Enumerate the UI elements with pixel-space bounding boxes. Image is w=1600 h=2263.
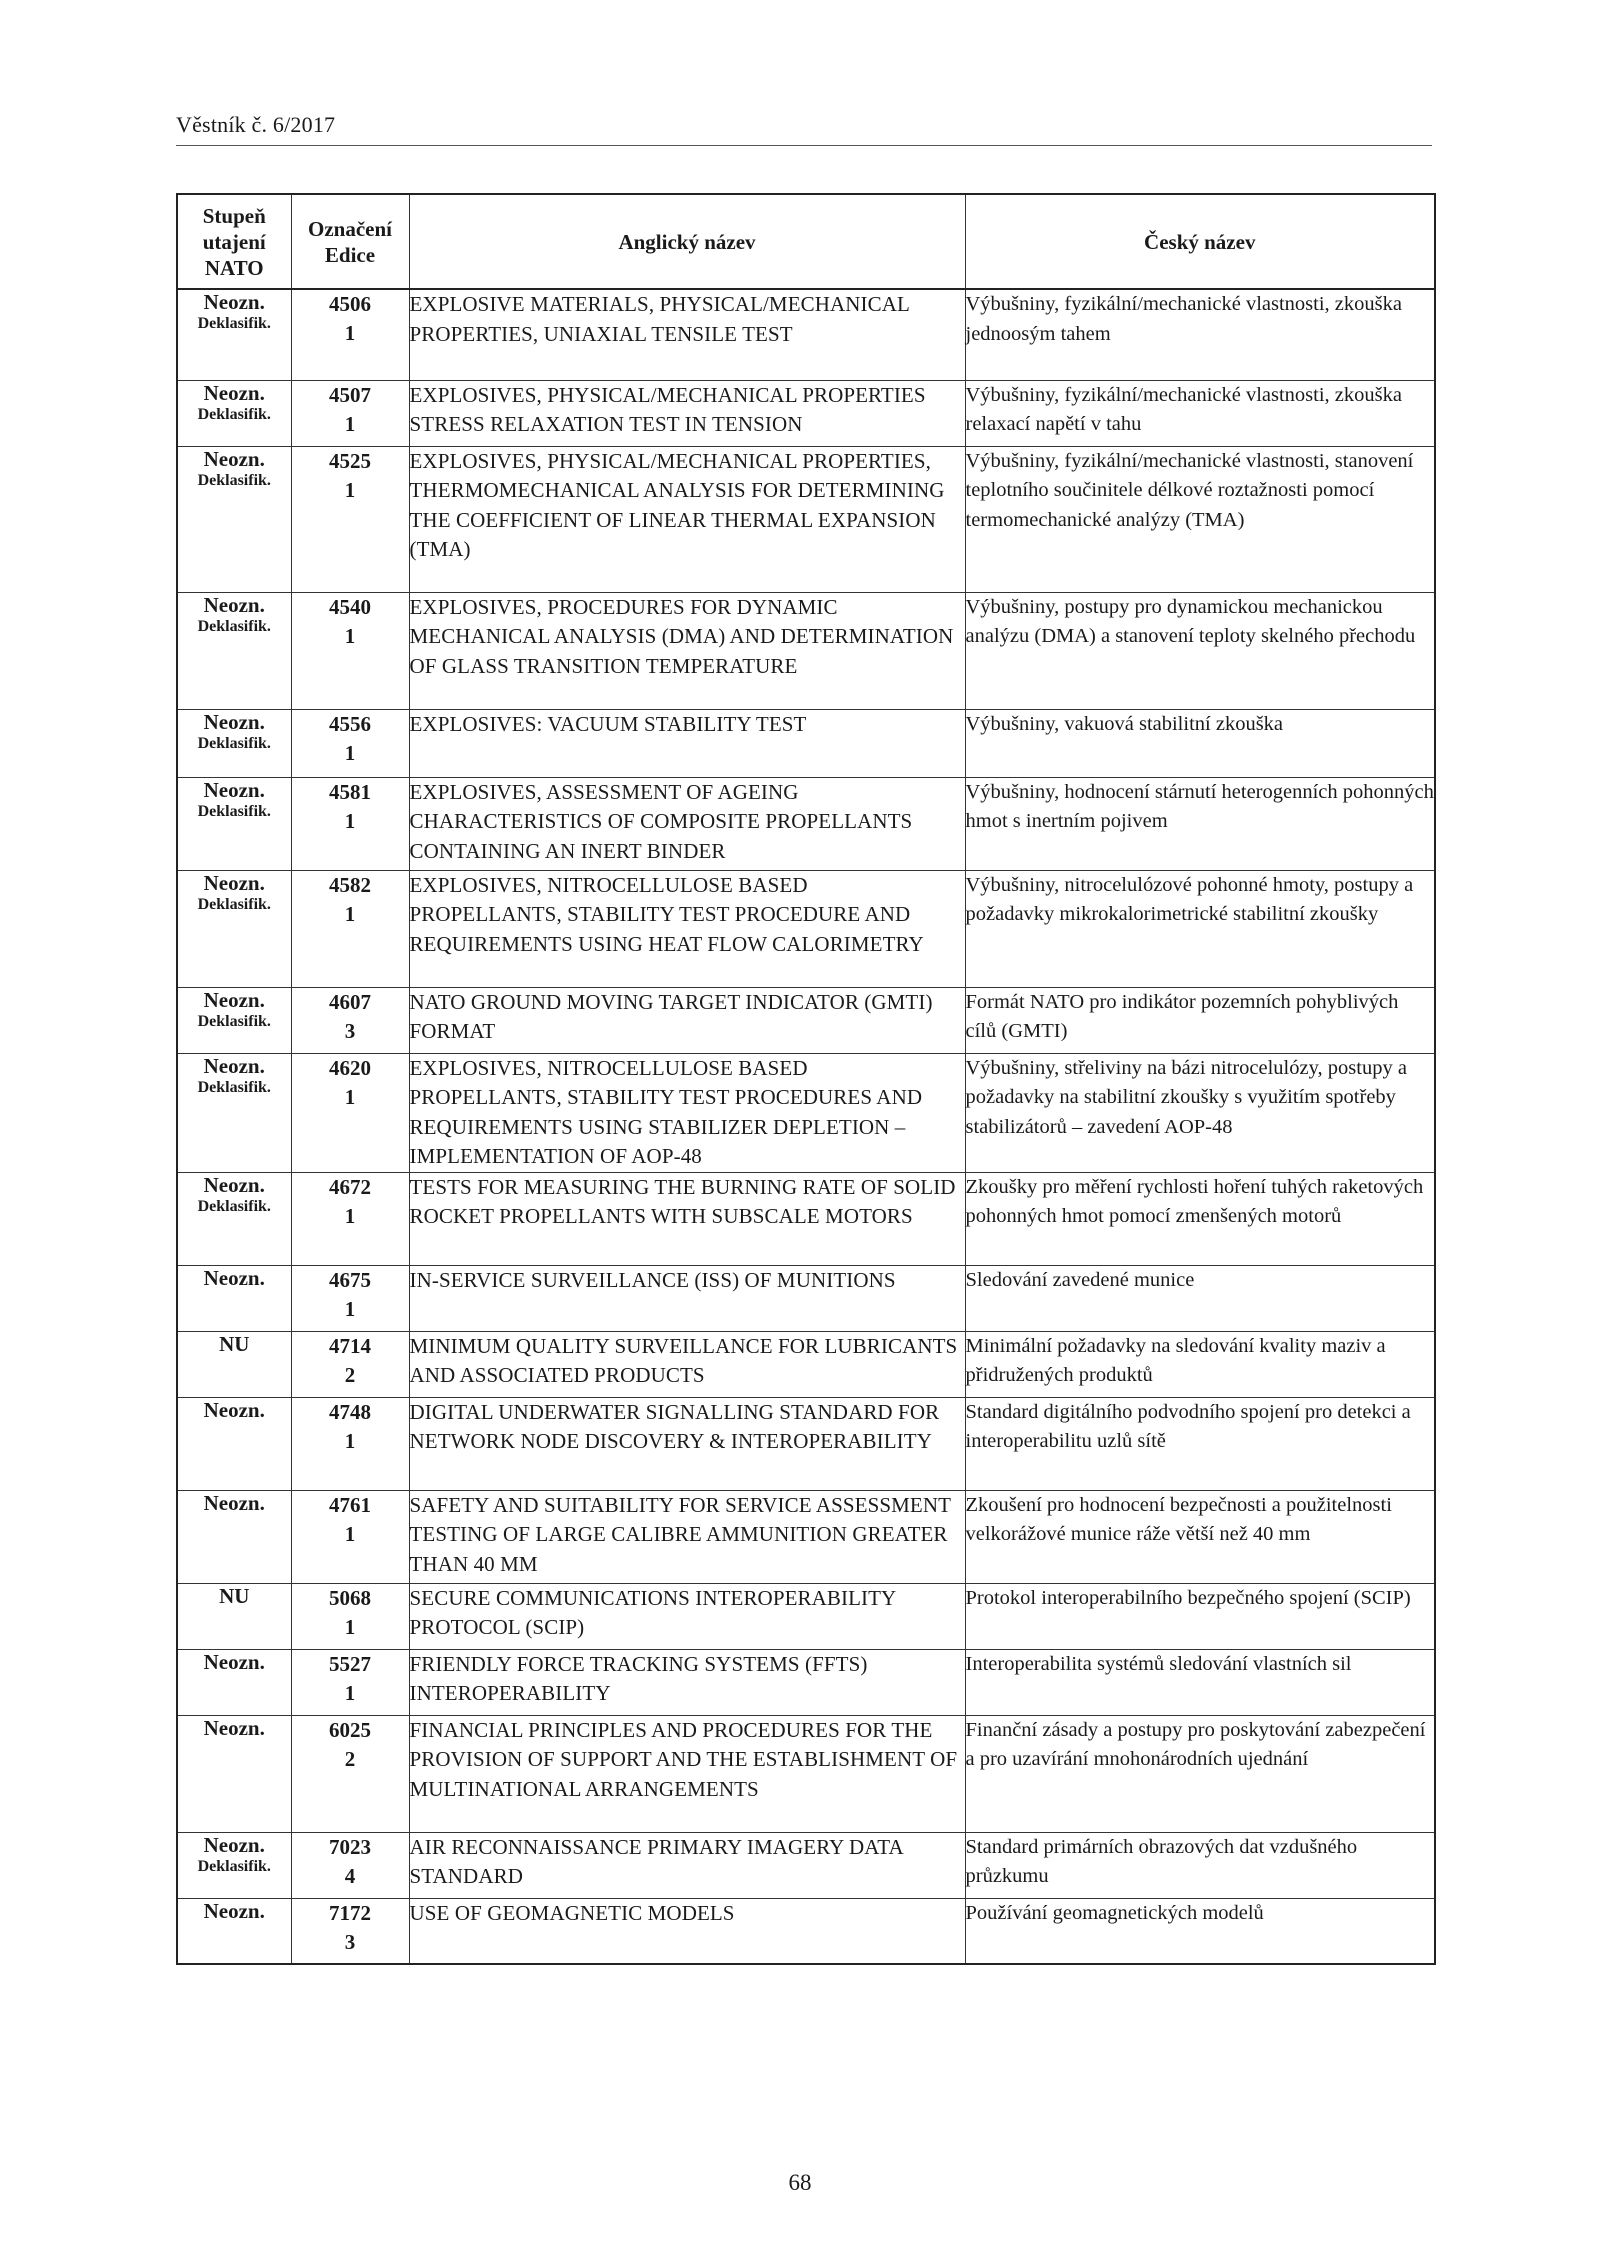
classification-label: Neozn. xyxy=(203,592,265,617)
table-row xyxy=(177,987,1435,1053)
declassified-label: Deklasifik. xyxy=(197,1197,271,1215)
declassified-label: Deklasifik. xyxy=(197,802,271,820)
classification-label: Neozn. xyxy=(203,380,265,405)
designation-cell xyxy=(291,1649,409,1715)
edition-number: 1 xyxy=(344,411,356,436)
table-row xyxy=(177,1331,1435,1397)
table-header-row xyxy=(177,194,1435,289)
declassified-label: Deklasifik. xyxy=(197,405,271,423)
table-row xyxy=(177,446,1435,592)
classification-label: Neozn. xyxy=(203,1265,265,1290)
table-row xyxy=(177,1490,1435,1583)
stanag-number: 4525 xyxy=(329,448,371,473)
designation-cell xyxy=(291,709,409,777)
declassified-label: Deklasifik. xyxy=(197,471,271,489)
stanag-number: 4506 xyxy=(329,292,371,316)
stanag-number: 4582 xyxy=(329,872,371,897)
classification-cell xyxy=(177,1898,291,1964)
table-row xyxy=(177,1832,1435,1898)
edition-number: 1 xyxy=(344,808,356,833)
czech-title-cell: Standard primárních obrazových dat vzdušného průzkumu xyxy=(965,1832,1435,1898)
edition-number: 1 xyxy=(344,1084,356,1109)
classification-label: Neozn. xyxy=(203,1490,265,1515)
english-title-cell: EXPLOSIVES, NITROCELLULOSE BASED PROPELLANTS, STABILITY TEST PROCEDURE AND REQUIREMENTS USING HEAT FLOW CALORIMETRY xyxy=(409,870,965,987)
edition-number: 1 xyxy=(344,1680,356,1705)
classification-cell xyxy=(177,1397,291,1490)
english-title-cell: EXPLOSIVES, PHYSICAL/MECHANICAL PROPERTIES STRESS RELAXATION TEST IN TENSION xyxy=(409,380,965,446)
stanag-number: 5527 xyxy=(329,1651,371,1676)
classification-cell xyxy=(177,592,291,709)
stanag-number: 5068 xyxy=(329,1585,371,1610)
table-row xyxy=(177,777,1435,870)
classification-cell xyxy=(177,1265,291,1331)
english-title-cell: EXPLOSIVES, PHYSICAL/MECHANICAL PROPERTIES, THERMOMECHANICAL ANALYSIS FOR DETERMINING THE COEFFICIENT OF LINEAR THERMAL EXPANSION (TMA) xyxy=(409,446,965,592)
page-number: 68 xyxy=(788,2170,812,2195)
classification-cell xyxy=(177,446,291,592)
declassified-label: Deklasifik. xyxy=(197,617,271,635)
table-row xyxy=(177,1172,1435,1265)
czech-title-cell: Minimální požadavky na sledování kvality maziv a přidružených produktů xyxy=(965,1331,1435,1397)
classification-label: Neozn. xyxy=(203,1832,265,1857)
designation-cell xyxy=(291,870,409,987)
classification-label: Neozn. xyxy=(203,1172,265,1197)
table-row xyxy=(177,1583,1435,1649)
czech-title-cell: Formát NATO pro indikátor pozemních pohyblivých cílů (GMTI) xyxy=(965,987,1435,1053)
designation-cell xyxy=(291,592,409,709)
czech-title-cell: Výbušniny, fyzikální/mechanické vlastnosti, zkouška relaxací napětí v tahu xyxy=(965,380,1435,446)
czech-title-cell: Výbušniny, fyzikální/mechanické vlastnosti, stanovení teplotního součinitele délkové roztažnosti pomocí termomechanické analýzy (TMA) xyxy=(965,446,1435,592)
running-title: Věstník č. 6/2017 xyxy=(176,112,336,137)
edition-number: 3 xyxy=(344,1929,356,1954)
declassified-label: Deklasifik. xyxy=(197,895,271,913)
czech-title-cell: Výbušniny, postupy pro dynamickou mechanickou analýzu (DMA) a stanovení teploty skelného přechodu xyxy=(965,592,1435,709)
classification-cell xyxy=(177,1832,291,1898)
stanag-number: 7023 xyxy=(329,1834,371,1859)
classification-label: Neozn. xyxy=(203,1649,265,1674)
table-row xyxy=(177,1265,1435,1331)
english-title-cell: TESTS FOR MEASURING THE BURNING RATE OF SOLID ROCKET PROPELLANTS WITH SUBSCALE MOTORS xyxy=(409,1172,965,1265)
classification-cell xyxy=(177,709,291,777)
czech-title-cell: Standard digitálního podvodního spojení pro detekci a interoperabilitu uzlů sítě xyxy=(965,1397,1435,1490)
classification-cell xyxy=(177,1172,291,1265)
designation-cell xyxy=(291,1832,409,1898)
classification-label: Neozn. xyxy=(203,709,265,734)
classification-label: Neozn. xyxy=(203,870,265,895)
classification-label: Neozn. xyxy=(203,290,265,314)
standards-table xyxy=(176,193,1436,1965)
designation-cell xyxy=(291,380,409,446)
classification-cell xyxy=(177,1583,291,1649)
declassified-label: Deklasifik. xyxy=(197,734,271,752)
classification-label: NU xyxy=(219,1331,250,1356)
english-title-cell: EXPLOSIVES, ASSESSMENT OF AGEING CHARACTERISTICS OF COMPOSITE PROPELLANTS CONTAINING AN INERT BINDER xyxy=(409,777,965,870)
edition-number: 3 xyxy=(344,1018,356,1043)
column-header-classification: Stupeň utajení NATO xyxy=(177,194,291,289)
czech-title-cell: Výbušniny, střeliviny na bázi nitrocelulózy, postupy a požadavky na stabilitní zkoušky s využitím spotřeby stabilizátorů – zavedení AOP-48 xyxy=(965,1053,1435,1172)
designation-cell xyxy=(291,987,409,1053)
declassified-label: Deklasifik. xyxy=(197,1078,271,1096)
stanag-number: 4607 xyxy=(329,989,371,1014)
classification-label: Neozn. xyxy=(203,777,265,802)
czech-title-cell: Zkoušení pro hodnocení bezpečnosti a použitelnosti velkorážové munice ráže větší než 40 mm xyxy=(965,1490,1435,1583)
table-row xyxy=(177,1898,1435,1964)
designation-cell xyxy=(291,1172,409,1265)
classification-cell xyxy=(177,380,291,446)
edition-number: 1 xyxy=(344,1614,356,1639)
designation-cell xyxy=(291,1397,409,1490)
edition-number: 1 xyxy=(344,901,356,926)
declassified-label: Deklasifik. xyxy=(197,315,271,332)
edition-number: 1 xyxy=(344,740,356,765)
designation-cell xyxy=(291,1265,409,1331)
declassified-label: Deklasifik. xyxy=(197,1012,271,1030)
table-row xyxy=(177,1715,1435,1832)
classification-cell xyxy=(177,1331,291,1397)
designation-cell xyxy=(291,777,409,870)
stanag-number: 4675 xyxy=(329,1267,371,1292)
column-header-designation: Označení Edice xyxy=(291,194,409,289)
english-title-cell: FINANCIAL PRINCIPLES AND PROCEDURES FOR THE PROVISION OF SUPPORT AND THE ESTABLISHMENT OF MULTINATIONAL ARRANGEMENTS xyxy=(409,1715,965,1832)
table-row xyxy=(177,709,1435,777)
table-row xyxy=(177,289,1435,380)
czech-title-cell: Výbušniny, nitrocelulózové pohonné hmoty, postupy a požadavky mikrokalorimetrické stabilitní zkoušky xyxy=(965,870,1435,987)
stanag-number: 4556 xyxy=(329,711,371,736)
edition-number: 1 xyxy=(344,321,356,345)
classification-cell xyxy=(177,1715,291,1832)
classification-label: Neozn. xyxy=(203,1053,265,1078)
classification-label: Neozn. xyxy=(203,1397,265,1422)
classification-cell xyxy=(177,1053,291,1172)
classification-label: Neozn. xyxy=(203,1898,265,1923)
edition-number: 1 xyxy=(344,623,356,648)
english-title-cell: EXPLOSIVES, NITROCELLULOSE BASED PROPELLANTS, STABILITY TEST PROCEDURES AND REQUIREMENTS USING STABILIZER DEPLETION – IMPLEMENTATION OF AOP-48 xyxy=(409,1053,965,1172)
classification-cell xyxy=(177,870,291,987)
designation-cell xyxy=(291,1715,409,1832)
designation-cell xyxy=(291,1331,409,1397)
czech-title-cell: Výbušniny, fyzikální/mechanické vlastnosti, zkouška jednoosým tahem xyxy=(965,289,1435,380)
designation-cell xyxy=(291,289,409,380)
czech-title-cell: Protokol interoperabilního bezpečného spojení (SCIP) xyxy=(965,1583,1435,1649)
czech-title-cell: Výbušniny, hodnocení stárnutí heterogenních pohonných hmot s inertním pojivem xyxy=(965,777,1435,870)
stanag-number: 4672 xyxy=(329,1174,371,1199)
stanag-number: 7172 xyxy=(329,1900,371,1925)
classification-label: Neozn. xyxy=(203,987,265,1012)
english-title-cell: EXPLOSIVES, PROCEDURES FOR DYNAMIC MECHANICAL ANALYSIS (DMA) AND DETERMINATION OF GLASS TRANSITION TEMPERATURE xyxy=(409,592,965,709)
edition-number: 1 xyxy=(344,1521,356,1546)
english-title-cell: USE OF GEOMAGNETIC MODELS xyxy=(409,1898,965,1964)
czech-title-cell: Sledování zavedené munice xyxy=(965,1265,1435,1331)
czech-title-cell: Zkoušky pro měření rychlosti hoření tuhých raketových pohonných hmot pomocí zmenšených motorů xyxy=(965,1172,1435,1265)
stanag-number: 4748 xyxy=(329,1399,371,1424)
edition-number: 1 xyxy=(344,477,356,502)
table-row xyxy=(177,380,1435,446)
designation-cell xyxy=(291,1583,409,1649)
stanag-number: 4581 xyxy=(329,779,371,804)
header-rule xyxy=(176,145,1432,146)
table-row xyxy=(177,870,1435,987)
table-row xyxy=(177,1649,1435,1715)
stanag-number: 6025 xyxy=(329,1717,371,1742)
czech-title-cell: Interoperabilita systémů sledování vlastních sil xyxy=(965,1649,1435,1715)
edition-number: 2 xyxy=(344,1362,356,1387)
stanag-number: 4761 xyxy=(329,1492,371,1517)
classification-cell xyxy=(177,289,291,380)
designation-cell xyxy=(291,446,409,592)
edition-number: 2 xyxy=(344,1746,356,1771)
edition-number: 1 xyxy=(344,1428,356,1453)
english-title-cell: EXPLOSIVE MATERIALS, PHYSICAL/MECHANICAL PROPERTIES, UNIAXIAL TENSILE TEST xyxy=(409,289,965,380)
czech-title-cell: Používání geomagnetických modelů xyxy=(965,1898,1435,1964)
stanag-number: 4540 xyxy=(329,594,371,619)
table-row xyxy=(177,592,1435,709)
czech-title-cell: Finanční zásady a postupy pro poskytování zabezpečení a pro uzavírání mnohonárodních ujednání xyxy=(965,1715,1435,1832)
english-title-cell: MINIMUM QUALITY SURVEILLANCE FOR LUBRICANTS AND ASSOCIATED PRODUCTS xyxy=(409,1331,965,1397)
classification-label: Neozn. xyxy=(203,1715,265,1740)
edition-number: 1 xyxy=(344,1296,356,1321)
table-row xyxy=(177,1053,1435,1172)
table-row xyxy=(177,1397,1435,1490)
classification-cell xyxy=(177,987,291,1053)
stanag-number: 4714 xyxy=(329,1333,371,1358)
english-title-cell: SAFETY AND SUITABILITY FOR SERVICE ASSESSMENT TESTING OF LARGE CALIBRE AMMUNITION GREATER THAN 40 MM xyxy=(409,1490,965,1583)
designation-cell xyxy=(291,1898,409,1964)
stanag-number: 4620 xyxy=(329,1055,371,1080)
column-header-czech-title: Český název xyxy=(965,194,1435,289)
edition-number: 1 xyxy=(344,1203,356,1228)
classification-cell xyxy=(177,1649,291,1715)
english-title-cell: EXPLOSIVES: VACUUM STABILITY TEST xyxy=(409,709,965,777)
classification-cell xyxy=(177,777,291,870)
designation-cell xyxy=(291,1490,409,1583)
designation-cell xyxy=(291,1053,409,1172)
declassified-label: Deklasifik. xyxy=(197,1857,271,1875)
english-title-cell: SECURE COMMUNICATIONS INTEROPERABILITY PROTOCOL (SCIP) xyxy=(409,1583,965,1649)
stanag-number: 4507 xyxy=(329,382,371,407)
czech-title-cell: Výbušniny, vakuová stabilitní zkouška xyxy=(965,709,1435,777)
english-title-cell: NATO GROUND MOVING TARGET INDICATOR (GMTI) FORMAT xyxy=(409,987,965,1053)
classification-cell xyxy=(177,1490,291,1583)
english-title-cell: FRIENDLY FORCE TRACKING SYSTEMS (FFTS) INTEROPERABILITY xyxy=(409,1649,965,1715)
column-header-english-title: Anglický název xyxy=(409,194,965,289)
classification-label: Neozn. xyxy=(203,446,265,471)
classification-label: NU xyxy=(219,1583,250,1608)
english-title-cell: DIGITAL UNDERWATER SIGNALLING STANDARD FOR NETWORK NODE DISCOVERY & INTEROPERABILITY xyxy=(409,1397,965,1490)
english-title-cell: AIR RECONNAISSANCE PRIMARY IMAGERY DATA STANDARD xyxy=(409,1832,965,1898)
edition-number: 4 xyxy=(344,1863,356,1888)
english-title-cell: IN-SERVICE SURVEILLANCE (ISS) OF MUNITIONS xyxy=(409,1265,965,1331)
